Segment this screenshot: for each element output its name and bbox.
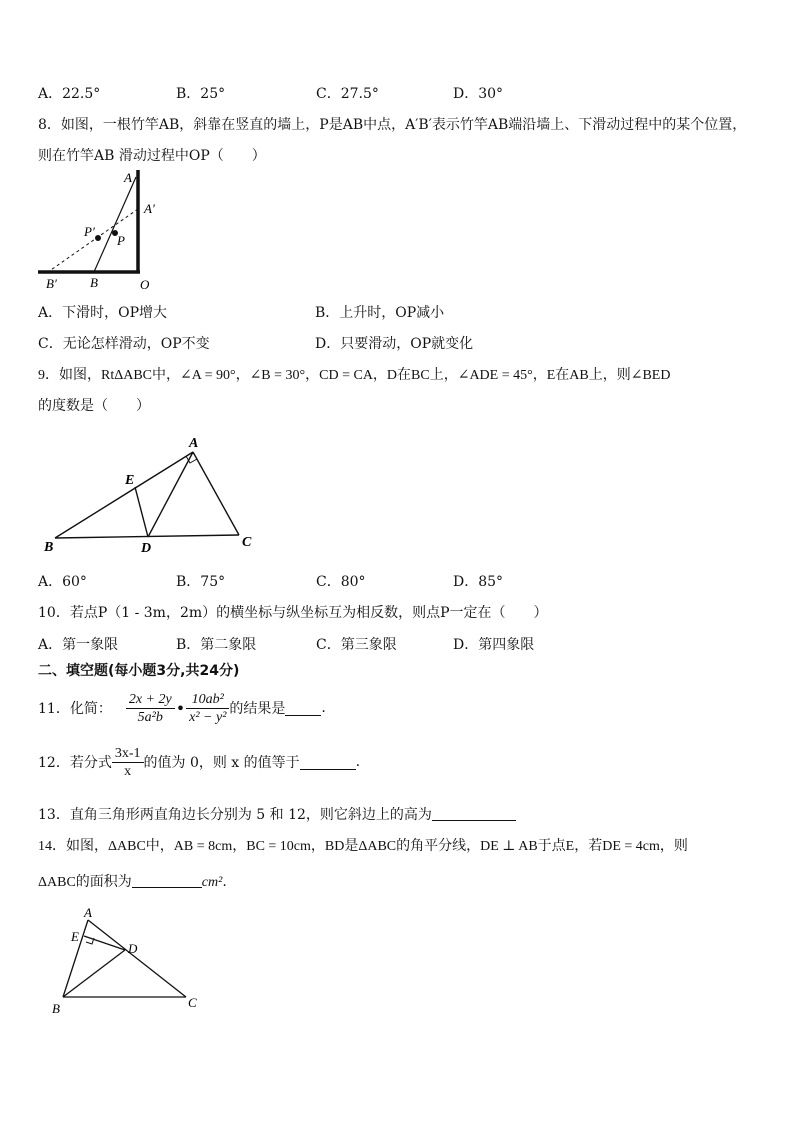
q12-fraction [112, 745, 144, 780]
q9-stem-line1: 9．如图，RtΔABC中，∠A = 90°，∠B = 30°，CD = CA，D在BC上，∠ADE = 45°，E在AB上，则∠BED [38, 368, 671, 383]
side-ba [55, 452, 193, 538]
label-a: A [84, 905, 92, 920]
q9-stem-line2: 的度数是（ ） [38, 398, 150, 414]
q11-fraction-2 [186, 691, 229, 726]
q7-option-a: A．22.5° [38, 86, 101, 102]
label-p-prime: P′ [84, 224, 95, 239]
q10-option-b: B．第二象限 [176, 637, 257, 653]
point-p-prime [95, 235, 101, 241]
q10-option-a: A．第一象限 [38, 637, 119, 653]
segment-bd [63, 950, 125, 997]
label-d: D [141, 541, 152, 556]
segment-ab [94, 177, 136, 272]
q10-option-c: C．第三象限 [316, 637, 397, 653]
label-c: C [242, 535, 252, 550]
side-ac [193, 452, 239, 535]
q9-option-b: B．75° [176, 574, 226, 590]
q11-suffix: 的结果是 [229, 701, 286, 717]
q14-row-2 [38, 871, 227, 891]
label-b: B [44, 540, 54, 555]
q9-option-c: C．80° [316, 574, 366, 590]
q9-option-d: D．85° [453, 574, 504, 590]
q13-stem: 13．直角三角形两直角边长分别为 5 和 12，则它斜边上的高为 [38, 807, 432, 823]
q12-suffix: 的值为 0，则 x 的值等于 [143, 755, 300, 771]
q13-answer-blank[interactable] [432, 806, 516, 821]
q7-option-b: B．25° [176, 86, 226, 102]
q14-triangle-figure [40, 905, 220, 1020]
label-b: B [90, 275, 98, 290]
q7-option-c: C．27.5° [316, 86, 379, 102]
q8-option-d: D．只要滑动，OP就变化 [315, 336, 474, 352]
q7-option-d: D．30° [453, 86, 504, 102]
q12-row [38, 742, 360, 782]
q11-answer-blank[interactable] [285, 701, 321, 716]
label-p: P [117, 233, 125, 248]
segment-ad [148, 452, 193, 537]
q9-option-a: A．60° [38, 574, 87, 590]
label-e: E [71, 929, 79, 944]
label-e: E [125, 473, 135, 488]
q10-option-d: D．第四象限 [453, 637, 535, 653]
label-a-prime: A′ [144, 201, 155, 216]
q10-stem: 10．若点P（1 - 3m，2m）的横坐标与纵坐标互为相反数，则点P一定在（ ） [38, 605, 548, 621]
q14-end: . [222, 874, 227, 890]
q8-stem-line2: 则在竹竿AB 滑动过程中OP（ ） [38, 148, 266, 164]
q14-unit: cm² [201, 875, 223, 890]
q9-triangle-figure [35, 430, 265, 560]
side-ac [88, 920, 186, 997]
q13-row [38, 804, 516, 824]
q11-dot: • [175, 698, 186, 718]
q11-end: . [321, 700, 326, 716]
label-d: D [128, 941, 138, 956]
q8-option-b: B．上升时，OP减小 [315, 305, 445, 321]
q12-answer-blank[interactable] [300, 755, 356, 770]
q12-end: . [355, 754, 361, 770]
label-c: C [188, 995, 197, 1010]
label-b-prime: B′ [46, 276, 57, 291]
q14-answer-blank[interactable] [132, 873, 202, 888]
label-b: B [52, 1001, 60, 1016]
q12-denominator: x [124, 763, 132, 779]
q11-prefix: 11．化简： [38, 701, 112, 717]
q8-option-a: A．下滑时，OP增大 [38, 305, 168, 321]
q11-fraction-1 [126, 691, 175, 726]
q11-frac1-numerator: 2x + 2y [126, 691, 175, 709]
q12-numerator: 3x-1 [112, 745, 144, 763]
q8-option-c: C．无论怎样滑动，OP不变 [38, 336, 210, 352]
q14-stem-line2: ΔABC的面积为 [38, 875, 132, 890]
q11-frac2-numerator: 10ab² [186, 691, 229, 709]
q11-frac2-denominator: x² − y² [189, 709, 227, 725]
q11-frac1-denominator: 5a²b [137, 709, 163, 725]
segment-de [135, 487, 148, 537]
label-o: O [140, 277, 150, 292]
q8-stem-line1: 8．如图，一根竹竿AB，斜靠在竖直的墙上，P是AB中点，A′B′表示竹竿AB端沿墙上、下滑动过程中的某个位置， [38, 117, 747, 133]
q8-ladder-figure [30, 165, 170, 295]
q11-row [38, 688, 326, 728]
section-heading: 二、填空题(每小题3分,共24分) [38, 663, 240, 679]
q14-stem-line1: 14．如图，ΔABC中，AB = 8cm，BC = 10cm，BD是ΔABC的角平分线，DE ⊥ AB于点E，若DE = 4cm，则 [38, 839, 688, 854]
label-a: A [189, 436, 199, 451]
q12-prefix: 12．若分式 [38, 755, 112, 771]
label-a: A [124, 170, 132, 185]
